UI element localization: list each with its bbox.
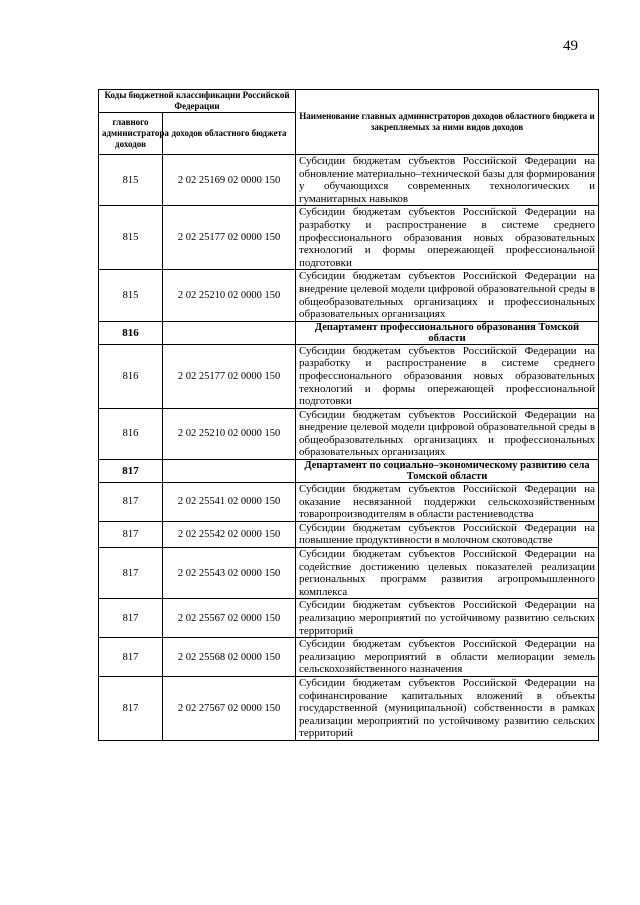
admin-code-cell: 817 <box>99 521 163 547</box>
income-code-cell: 2 02 25210 02 0000 150 <box>163 408 296 459</box>
description-cell: Субсидии бюджетам субъектов Российской Федерации на разработку и распространение в системе среднего профессионального образования новых образовательных технологий и формы опережающей профессиональной подготовки <box>296 206 599 270</box>
admin-code-cell: 816 <box>99 408 163 459</box>
admin-code-cell: 817 <box>99 638 163 677</box>
description-cell: Субсидии бюджетам субъектов Российской Федерации на реализацию мероприятий по устойчивому развитию сельских территорий <box>296 599 599 638</box>
header-admin-column: главного администратора доходов <box>99 113 163 155</box>
admin-code-cell: 816 <box>99 321 163 344</box>
description-cell: Субсидии бюджетам субъектов Российской Федерации на оказание несвязанной поддержки сельскохозяйственным товаропроизводителям в области растениеводства <box>296 483 599 522</box>
description-cell: Субсидии бюджетам субъектов Российской Федерации на софинансирование капитальных вложений в объекты государственной (муниципальной) собственности в рамках реализации мероприятий по устойчивому развитию сельских территорий <box>296 676 599 740</box>
income-code-cell <box>163 321 296 344</box>
description-cell: Субсидии бюджетам субъектов Российской Федерации на реализацию мероприятий в области мелиорации земель сельскохозяйственного назначения <box>296 638 599 677</box>
description-cell: Департамент профессионального образования Томской области <box>296 321 599 344</box>
department-row <box>99 321 599 344</box>
income-code-cell: 2 02 25177 02 0000 150 <box>163 206 296 270</box>
description-cell: Субсидии бюджетам субъектов Российской Федерации на повышение продуктивности в молочном скотоводстве <box>296 521 599 547</box>
admin-code-cell: 816 <box>99 344 163 408</box>
admin-code-cell: 817 <box>99 460 163 483</box>
table-row <box>99 521 599 547</box>
header-income-column: доходов областного бюджета <box>163 113 296 155</box>
admin-code-cell: 817 <box>99 599 163 638</box>
table-row <box>99 206 599 270</box>
header-group-title: Коды бюджетной классификации Российской Федерации <box>99 90 296 113</box>
description-cell: Субсидии бюджетам субъектов Российской Федерации на внедрение целевой модели цифровой образовательной среды в общеобразовательных организациях и профессиональных образовательных организациях <box>296 408 599 459</box>
header-name-column: Наименование главных администраторов доходов областного бюджета и закрепляемых за ними видов доходов <box>296 90 599 155</box>
income-code-cell: 2 02 25169 02 0000 150 <box>163 155 296 206</box>
income-code-cell: 2 02 25177 02 0000 150 <box>163 344 296 408</box>
page-number: 49 <box>563 38 578 54</box>
table-row <box>99 638 599 677</box>
table-row <box>99 483 599 522</box>
admin-code-cell: 817 <box>99 548 163 599</box>
description-cell: Субсидии бюджетам субъектов Российской Федерации на содействие достижению целевых показателей реализации региональных программ развития агропромышленного комплекса <box>296 548 599 599</box>
admin-code-cell: 815 <box>99 270 163 321</box>
income-code-cell: 2 02 25568 02 0000 150 <box>163 638 296 677</box>
table-row <box>99 408 599 459</box>
description-cell: Департамент по социально–экономическому развитию села Томской области <box>296 460 599 483</box>
admin-code-cell: 815 <box>99 206 163 270</box>
admin-code-cell: 817 <box>99 483 163 522</box>
income-code-cell: 2 02 25210 02 0000 150 <box>163 270 296 321</box>
income-code-cell: 2 02 27567 02 0000 150 <box>163 676 296 740</box>
table-row <box>99 599 599 638</box>
income-code-cell: 2 02 25543 02 0000 150 <box>163 548 296 599</box>
table-row <box>99 676 599 740</box>
income-code-cell <box>163 460 296 483</box>
income-code-cell: 2 02 25567 02 0000 150 <box>163 599 296 638</box>
description-cell: Субсидии бюджетам субъектов Российской Федерации на разработку и распространение в системе среднего профессионального образования новых образовательных технологий и формы опережающей профессиональной подготовки <box>296 344 599 408</box>
admin-code-cell: 817 <box>99 676 163 740</box>
budget-codes-table <box>98 89 599 741</box>
description-cell: Субсидии бюджетам субъектов Российской Федерации на внедрение целевой модели цифровой образовательной среды в общеобразовательных организациях и профессиональных образовательных организациях <box>296 270 599 321</box>
income-code-cell: 2 02 25542 02 0000 150 <box>163 521 296 547</box>
table-body <box>99 155 599 741</box>
income-code-cell: 2 02 25541 02 0000 150 <box>163 483 296 522</box>
description-cell: Субсидии бюджетам субъектов Российской Федерации на обновление материально–технической базы для формирования у обучающихся современных технологических и гуманитарных навыков <box>296 155 599 206</box>
table-row <box>99 548 599 599</box>
department-row <box>99 460 599 483</box>
table-row <box>99 344 599 408</box>
table-row <box>99 155 599 206</box>
admin-code-cell: 815 <box>99 155 163 206</box>
table-row <box>99 270 599 321</box>
